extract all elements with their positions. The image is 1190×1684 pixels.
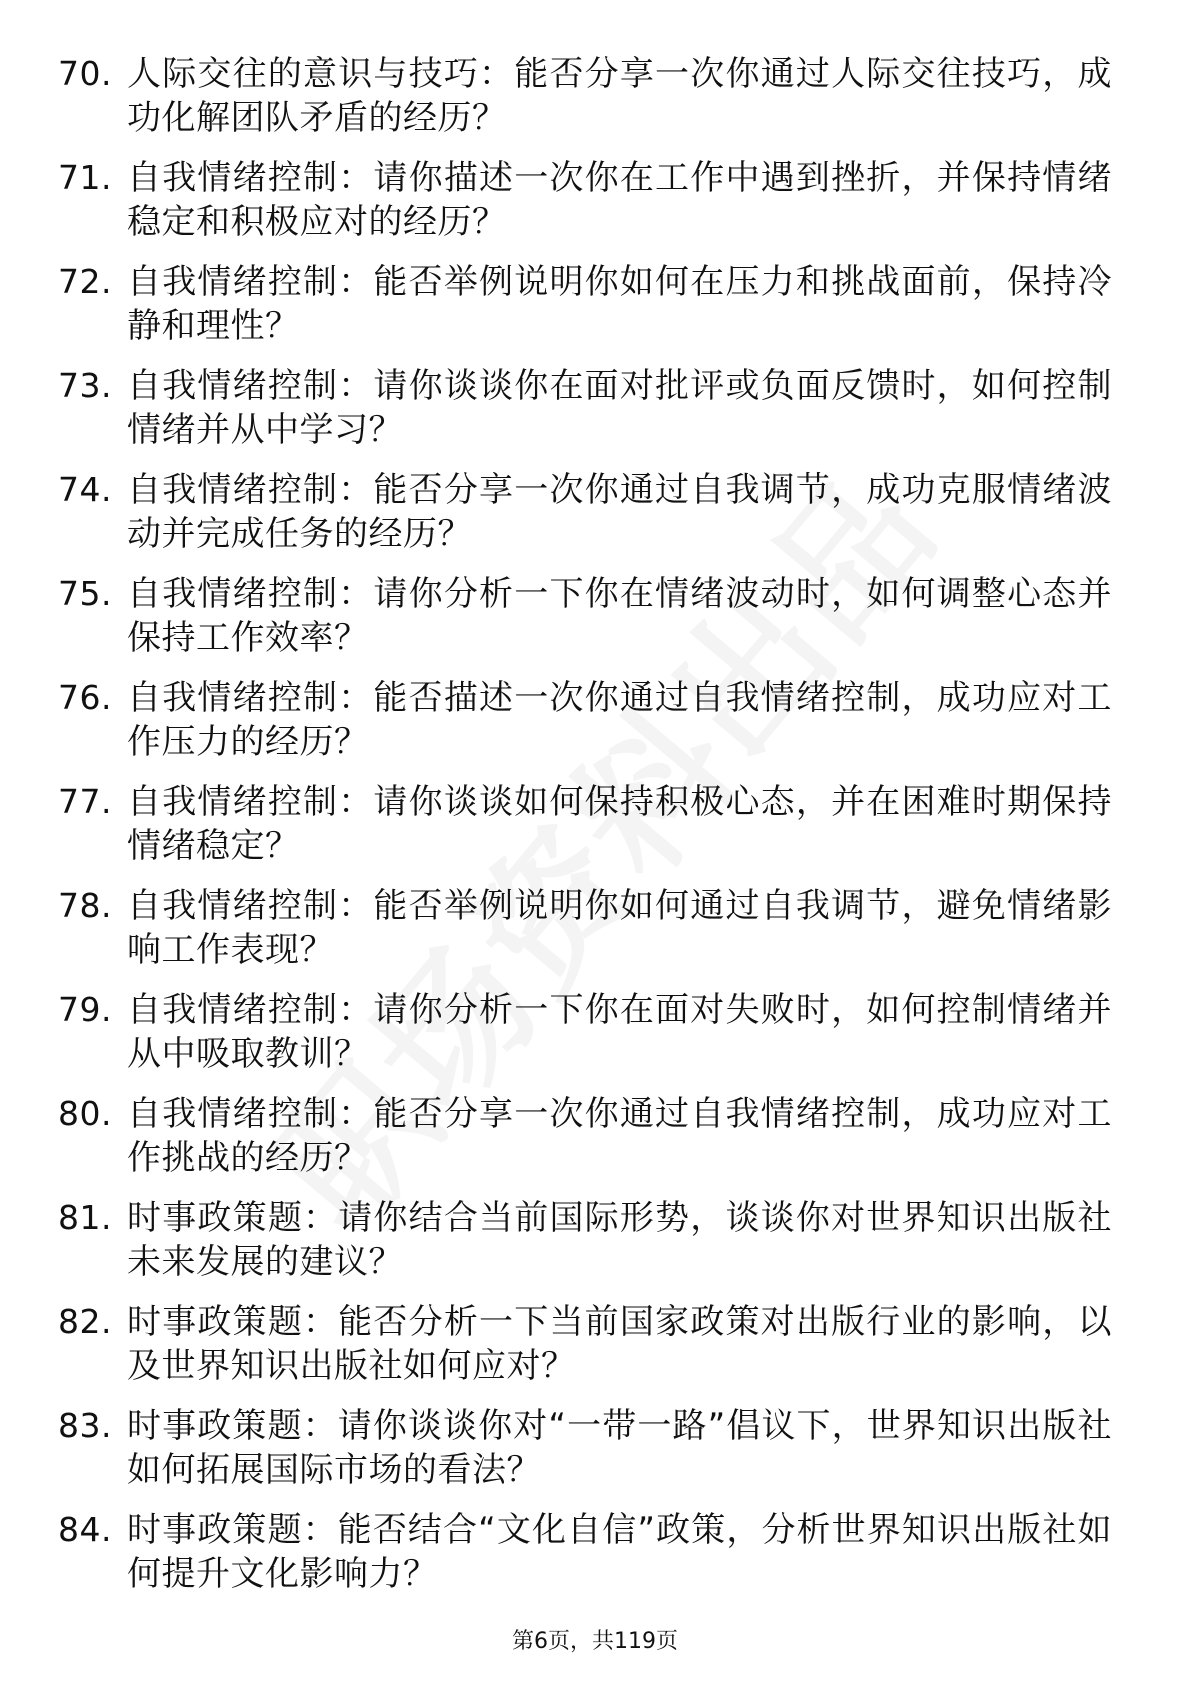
question-item <box>0 1092 1190 1196</box>
question-number: 72. <box>58 262 112 301</box>
question-item <box>0 1404 1190 1508</box>
question-number: 75. <box>58 574 112 613</box>
question-item <box>0 884 1190 988</box>
question-item <box>0 572 1190 676</box>
question-item <box>0 364 1190 468</box>
question-item <box>0 676 1190 780</box>
question-item <box>0 988 1190 1092</box>
question-number: 76. <box>58 678 112 717</box>
question-text: 自我情绪控制：能否举例说明你如何通过自我调节，避免情绪影响工作表现？ <box>127 886 1112 970</box>
question-number: 84. <box>58 1510 112 1549</box>
question-text: 自我情绪控制：能否举例说明你如何在压力和挑战面前，保持冷静和理性？ <box>127 262 1112 346</box>
question-number: 82. <box>58 1302 112 1341</box>
question-number: 81. <box>58 1198 112 1237</box>
question-item <box>0 260 1190 364</box>
question-item <box>0 1508 1190 1612</box>
question-item <box>0 1196 1190 1300</box>
question-item <box>0 52 1190 156</box>
question-text: 时事政策题：能否结合“文化自信”政策，分析世界知识出版社如何提升文化影响力？ <box>127 1510 1112 1594</box>
question-number: 74. <box>58 470 112 509</box>
question-text: 自我情绪控制：请你分析一下你在面对失败时，如何控制情绪并从中吸取教训？ <box>127 990 1112 1074</box>
question-number: 79. <box>58 990 112 1029</box>
question-number: 78. <box>58 886 112 925</box>
question-text: 自我情绪控制：请你谈谈你在面对批评或负面反馈时，如何控制情绪并从中学习？ <box>127 366 1112 450</box>
question-number: 77. <box>58 782 112 821</box>
question-text: 自我情绪控制：请你分析一下你在情绪波动时，如何调整心态并保持工作效率？ <box>127 574 1112 658</box>
question-number: 83. <box>58 1406 112 1445</box>
question-text: 自我情绪控制：能否分享一次你通过自我调节，成功克服情绪波动并完成任务的经历？ <box>127 470 1112 554</box>
question-number: 71. <box>58 158 112 197</box>
question-item <box>0 156 1190 260</box>
question-item <box>0 468 1190 572</box>
question-text: 时事政策题：能否分析一下当前国家政策对出版行业的影响，以及世界知识出版社如何应对？ <box>127 1302 1112 1386</box>
question-number: 70. <box>58 54 112 93</box>
page-footer: 第6页，共119页 <box>512 1629 678 1654</box>
question-text: 时事政策题：请你结合当前国际形势，谈谈你对世界知识出版社未来发展的建议？ <box>127 1198 1112 1282</box>
question-item <box>0 1300 1190 1404</box>
question-item <box>0 780 1190 884</box>
question-text: 自我情绪控制：请你谈谈如何保持积极心态，并在困难时期保持情绪稳定？ <box>127 782 1112 866</box>
question-text: 自我情绪控制：请你描述一次你在工作中遇到挫折，并保持情绪稳定和积极应对的经历？ <box>127 158 1112 242</box>
question-number: 73. <box>58 366 112 405</box>
question-text: 自我情绪控制：能否分享一次你通过自我情绪控制，成功应对工作挑战的经历？ <box>127 1094 1112 1178</box>
question-number: 80. <box>58 1094 112 1133</box>
question-text: 自我情绪控制：能否描述一次你通过自我情绪控制，成功应对工作压力的经历？ <box>127 678 1112 762</box>
question-list <box>0 52 1190 1612</box>
question-text: 时事政策题：请你谈谈你对“一带一路”倡议下，世界知识出版社如何拓展国际市场的看法？ <box>127 1406 1112 1490</box>
question-text: 人际交往的意识与技巧：能否分享一次你通过人际交往技巧，成功化解团队矛盾的经历？ <box>127 54 1112 138</box>
